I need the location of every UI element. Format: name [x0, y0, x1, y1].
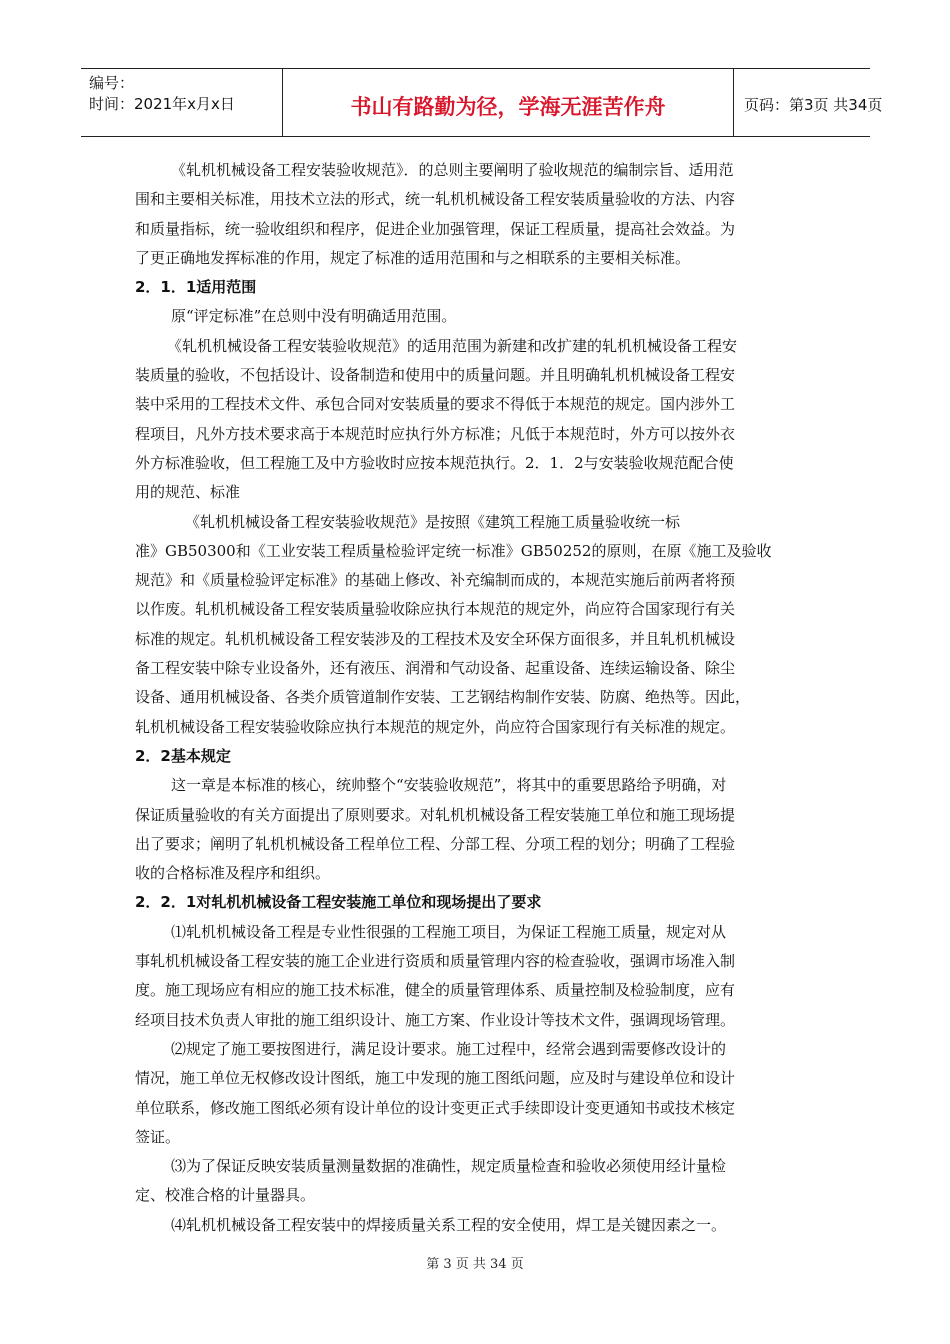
- body-text-line: 收的合格标准及程序和组织。: [135, 864, 331, 883]
- body-text-line: 装中采用的工程技术文件、承包合同对安装质量的要求不得低于本规范的规定。国内涉外工: [135, 395, 736, 414]
- body-text-line: 和质量指标，统一验收组织和程序，促进企业加强管理，保证工程质量，提高社会效益。为: [135, 219, 736, 238]
- body-text-line: 定、校准合格的计量器具。: [135, 1186, 316, 1205]
- section-heading: 2．1．1适用范围: [135, 278, 257, 297]
- body-text-line: 《轧机机械设备工程安装验收规范》．的总则主要阐明了验收规范的编制宗旨、适用范: [171, 161, 734, 179]
- body-text-line: 用的规范、标准: [135, 483, 241, 502]
- body-text-line: ⑶为了保证反映安装质量测量数据的准确性，规定质量检查和验收必须使用经计量检: [171, 1157, 727, 1176]
- body-text-line: 《轧机机械设备工程安装验收规范》是按照《建筑工程施工质量验收统一标: [185, 512, 681, 531]
- body-text-line: 围和主要相关标准，用技术立法的形式，统一轧机机械设备工程安装质量验收的方法、内容: [135, 190, 736, 209]
- section-heading: 2．2．1对轧机机械设备工程安装施工单位和现场提出了要求: [135, 893, 542, 912]
- header-slogan: 书山有路勤为径，学海无涯苦作舟: [350, 95, 666, 119]
- body-text-line: 原“评定标准”在总则中没有明确适用范围。: [171, 307, 457, 326]
- body-text-line: 外方标准验收，但工程施工及中方验收时应按本规范执行。2．1．2与安装验收规范配合使: [135, 453, 734, 472]
- page-footer: [0, 1253, 950, 1272]
- document-date-label: 时间：2021年x月x日: [89, 95, 235, 113]
- body-text-line: 保证质量验收的有关方面提出了原则要求。对轧机机械设备工程安装施工单位和施工现场提: [135, 805, 736, 824]
- body-text-line: 轧机机械设备工程安装验收除应执行本规范的规定外，尚应符合国家现行有关标准的规定。: [135, 717, 736, 736]
- body-text-line: 单位联系，修改施工图纸必须有设计单位的设计变更正式手续即设计变更通知书或技术核定: [135, 1098, 736, 1117]
- body-text-line: ⑷轧机机械设备工程安装中的焊接质量关系工程的安全使用，焊工是关键因素之一。: [171, 1215, 727, 1234]
- body-text-line: 规范》和《质量检验评定标准》的基础上修改、补充编制而成的，本规范实施后前两者将预: [135, 571, 736, 590]
- body-text-line: 装质量的验收，不包括设计、设备制造和使用中的质量问题。并且明确轧机机械设备工程安: [135, 366, 736, 385]
- footer-page-number: 第 3 页 共 34 页: [426, 1257, 524, 1272]
- body-text-line: 设备、通用机械设备、各类介质管道制作安装、工艺钢结构制作安装、防腐、绝热等。因此，: [135, 688, 751, 707]
- header-page-info: 页码：第3页 共34页: [744, 96, 883, 114]
- body-text-line: 以作废。轧机机械设备工程安装质量验收除应执行本规范的规定外，尚应符合国家现行有关: [135, 600, 736, 619]
- body-text-line: 《轧机机械设备工程安装验收规范》的适用范围为新建和改扩建的轧机机械设备工程安: [167, 336, 738, 355]
- body-text-line: 情况，施工单位无权修改设计图纸，施工中发现的施工图纸问题，应及时与建设单位和设计: [135, 1069, 736, 1088]
- body-text-line: ⑵规定了施工要按图进行，满足设计要求。施工过程中，经常会遇到需要修改设计的: [171, 1039, 727, 1058]
- section-heading: 2．2基本规定: [135, 746, 231, 765]
- header-meta-cell: [81, 69, 283, 136]
- header-page-cell: [734, 69, 883, 136]
- body-text-line: 度。施工现场应有相应的施工技术标准，健全的质量管理体系、质量控制及检验制度，应有: [135, 981, 736, 1000]
- document-number-label: 编号：: [89, 74, 135, 92]
- body-text-line: 经项目技术负责人审批的施工组织设计、施工方案、作业设计等技术文件，强调现场管理。: [135, 1010, 736, 1029]
- body-text-line: 准》GB50300和《工业安装工程质量检验评定统一标准》GB50252的原则，在原《施工及验收: [135, 541, 772, 560]
- body-text-line: 事轧机机械设备工程安装的施工企业进行资质和质量管理内容的检查验收，强调市场准入制: [135, 952, 736, 971]
- body-text-line: 出了要求；阐明了轧机机械设备工程单位工程、分部工程、分项工程的划分；明确了工程验: [135, 834, 736, 853]
- header-slogan-cell: [283, 69, 734, 136]
- document-body: [135, 156, 815, 1240]
- body-text-line: 了更正确地发挥标准的作用，规定了标准的适用范围和与之相联系的主要相关标准。: [135, 248, 691, 267]
- body-text-line: 签证。: [135, 1127, 181, 1146]
- body-text-line: 程项目，凡外方技术要求高于本规范时应执行外方标准；凡低于本规范时，外方可以按外衣: [135, 424, 736, 443]
- body-text-line: 标准的规定。轧机机械设备工程安装涉及的工程技术及安全环保方面很多，并且轧机机械设: [135, 629, 736, 648]
- body-text-line: 这一章是本标准的核心，统帅整个“安装验收规范”，将其中的重要思路给予明确，对: [171, 776, 727, 795]
- header-table: [81, 68, 883, 137]
- body-text-line: 备工程安装中除专业设备外，还有液压、润滑和气动设备、起重设备、连续运输设备、除尘: [135, 659, 736, 678]
- body-text-line: ⑴轧机机械设备工程是专业性很强的工程施工项目，为保证工程施工质量，规定对从: [171, 922, 727, 941]
